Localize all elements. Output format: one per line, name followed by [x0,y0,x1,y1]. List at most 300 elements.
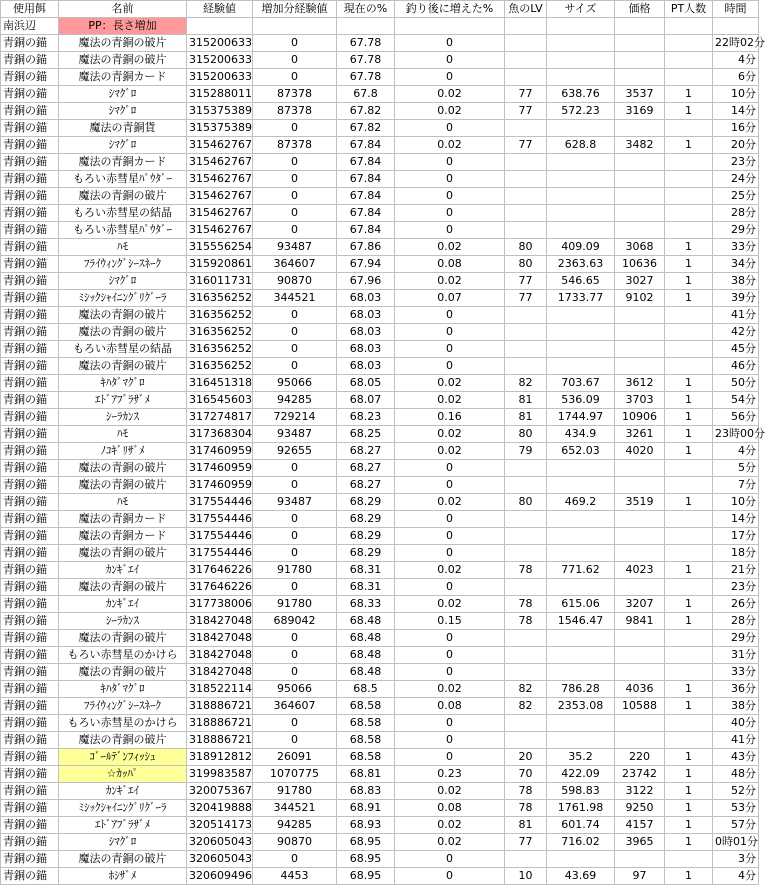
cell-exp[interactable]: 320605043 [187,851,253,868]
cell-current-pct[interactable]: 68.5 [337,681,395,698]
cell-exp-increase[interactable]: 92655 [253,443,337,460]
cell-exp[interactable]: 318912812 [187,749,253,766]
cell-exp[interactable]: 315462767 [187,222,253,239]
cell-fish-level[interactable]: 81 [505,409,547,426]
cell-party-size[interactable]: 1 [665,783,713,800]
cell-party-size[interactable]: 1 [665,375,713,392]
cell-current-pct[interactable]: 68.23 [337,409,395,426]
cell-exp-increase[interactable]: 93487 [253,494,337,511]
cell-current-pct[interactable]: 68.03 [337,290,395,307]
header-cell-party-size[interactable]: PT人数 [665,1,713,18]
cell-current-pct[interactable]: 68.31 [337,579,395,596]
cell-name[interactable]: 魔法の青銅の破片 [59,188,187,205]
cell-current-pct[interactable]: 68.48 [337,613,395,630]
cell-exp[interactable]: 320514173 [187,817,253,834]
header-cell-exp[interactable]: 経験値 [187,1,253,18]
empty-cell[interactable] [615,18,665,35]
cell-name[interactable]: ｷﾊﾀﾞﾏｸﾞﾛ [59,375,187,392]
cell-price[interactable]: 4036 [615,681,665,698]
cell-party-size[interactable] [665,647,713,664]
cell-current-pct[interactable]: 68.03 [337,307,395,324]
cell-pct-gain[interactable]: 0 [395,664,505,681]
cell-rod[interactable]: 青銅の錨 [1,494,59,511]
cell-pct-gain[interactable]: 0.08 [395,800,505,817]
cell-fish-level[interactable]: 81 [505,392,547,409]
cell-fish-level[interactable] [505,579,547,596]
cell-pct-gain[interactable]: 0.02 [395,392,505,409]
cell-exp-increase[interactable]: 95066 [253,681,337,698]
cell-exp[interactable]: 315556254 [187,239,253,256]
cell-party-size[interactable]: 1 [665,137,713,154]
cell-name[interactable]: ｼｰﾗｶﾝｽ [59,613,187,630]
cell-exp-increase[interactable]: 0 [253,69,337,86]
cell-current-pct[interactable]: 67.86 [337,239,395,256]
cell-exp-increase[interactable]: 26091 [253,749,337,766]
cell-rod[interactable]: 青銅の錨 [1,851,59,868]
cell-size[interactable]: 703.67 [547,375,615,392]
cell-rod[interactable]: 青銅の錨 [1,460,59,477]
cell-size[interactable] [547,222,615,239]
cell-pct-gain[interactable]: 0 [395,52,505,69]
cell-name[interactable]: ｼﾏｸﾞﾛ [59,834,187,851]
cell-time[interactable]: 39分 [713,290,759,307]
cell-price[interactable]: 10588 [615,698,665,715]
cell-pct-gain[interactable]: 0 [395,188,505,205]
cell-price[interactable]: 3122 [615,783,665,800]
cell-price[interactable] [615,205,665,222]
cell-exp-increase[interactable]: 0 [253,52,337,69]
cell-time[interactable]: 42分 [713,324,759,341]
cell-price[interactable] [615,664,665,681]
cell-time[interactable]: 4分 [713,868,759,885]
cell-name[interactable]: ﾎｼｻﾞﾒ [59,868,187,885]
cell-price[interactable] [615,528,665,545]
cell-exp[interactable]: 315375389 [187,103,253,120]
cell-fish-level[interactable]: 81 [505,817,547,834]
cell-rod[interactable]: 青銅の錨 [1,698,59,715]
cell-fish-level[interactable]: 77 [505,290,547,307]
cell-rod[interactable]: 青銅の錨 [1,800,59,817]
cell-name[interactable]: 魔法の青銅の破片 [59,851,187,868]
cell-price[interactable]: 3027 [615,273,665,290]
cell-name[interactable]: ｶﾝｷﾞｴｲ [59,783,187,800]
cell-pct-gain[interactable]: 0 [395,715,505,732]
cell-price[interactable]: 3519 [615,494,665,511]
cell-name[interactable]: 魔法の青銅カード [59,69,187,86]
cell-exp-increase[interactable]: 0 [253,664,337,681]
cell-size[interactable] [547,732,615,749]
cell-time[interactable]: 48分 [713,766,759,783]
cell-current-pct[interactable]: 68.05 [337,375,395,392]
cell-fish-level[interactable]: 82 [505,375,547,392]
cell-price[interactable] [615,69,665,86]
cell-size[interactable] [547,307,615,324]
cell-size[interactable]: 2353.08 [547,698,615,715]
cell-name[interactable]: ﾊﾓ [59,494,187,511]
cell-pct-gain[interactable]: 0.08 [395,698,505,715]
cell-size[interactable]: 1546.47 [547,613,615,630]
cell-party-size[interactable] [665,35,713,52]
empty-cell[interactable] [547,18,615,35]
cell-fish-level[interactable] [505,205,547,222]
cell-pct-gain[interactable]: 0.02 [395,562,505,579]
cell-exp[interactable]: 318886721 [187,698,253,715]
cell-size[interactable] [547,545,615,562]
cell-price[interactable]: 10906 [615,409,665,426]
cell-name[interactable]: 魔法の青銅の破片 [59,630,187,647]
cell-time[interactable]: 3分 [713,851,759,868]
cell-current-pct[interactable]: 68.48 [337,647,395,664]
cell-fish-level[interactable]: 80 [505,494,547,511]
cell-size[interactable] [547,528,615,545]
cell-rod[interactable]: 青銅の錨 [1,868,59,885]
header-cell-name[interactable]: 名前 [59,1,187,18]
cell-price[interactable] [615,154,665,171]
cell-size[interactable]: 601.74 [547,817,615,834]
cell-name[interactable]: ｶﾝｷﾞｴｲ [59,596,187,613]
cell-pct-gain[interactable]: 0 [395,460,505,477]
cell-exp-increase[interactable]: 90870 [253,273,337,290]
cell-party-size[interactable]: 1 [665,290,713,307]
cell-exp[interactable]: 317738006 [187,596,253,613]
cell-price[interactable]: 3261 [615,426,665,443]
cell-fish-level[interactable] [505,528,547,545]
cell-party-size[interactable] [665,851,713,868]
cell-pct-gain[interactable]: 0.02 [395,273,505,290]
cell-fish-level[interactable] [505,358,547,375]
cell-exp-increase[interactable]: 0 [253,307,337,324]
cell-rod[interactable]: 青銅の錨 [1,103,59,120]
cell-time[interactable]: 21分 [713,562,759,579]
cell-rod[interactable]: 青銅の錨 [1,120,59,137]
cell-exp[interactable]: 317368304 [187,426,253,443]
cell-party-size[interactable]: 1 [665,766,713,783]
cell-time[interactable]: 38分 [713,698,759,715]
cell-size[interactable]: 786.28 [547,681,615,698]
cell-time[interactable]: 56分 [713,409,759,426]
cell-time[interactable]: 10分 [713,494,759,511]
cell-time[interactable]: 24分 [713,171,759,188]
cell-price[interactable] [615,358,665,375]
cell-fish-level[interactable] [505,647,547,664]
cell-pct-gain[interactable]: 0.02 [395,375,505,392]
cell-fish-level[interactable]: 77 [505,137,547,154]
header-cell-size[interactable]: サイズ [547,1,615,18]
cell-time[interactable]: 29分 [713,222,759,239]
cell-fish-level[interactable]: 70 [505,766,547,783]
cell-rod[interactable]: 青銅の錨 [1,596,59,613]
cell-size[interactable] [547,52,615,69]
cell-size[interactable]: 546.65 [547,273,615,290]
cell-exp[interactable]: 317646226 [187,579,253,596]
cell-exp[interactable]: 317646226 [187,562,253,579]
cell-exp-increase[interactable]: 94285 [253,817,337,834]
cell-price[interactable]: 9102 [615,290,665,307]
cell-party-size[interactable] [665,732,713,749]
cell-fish-level[interactable] [505,715,547,732]
cell-name[interactable]: ﾊﾓ [59,239,187,256]
cell-time[interactable]: 4分 [713,52,759,69]
cell-party-size[interactable]: 1 [665,494,713,511]
cell-rod[interactable]: 青銅の錨 [1,171,59,188]
cell-name[interactable]: 魔法の青銅の破片 [59,35,187,52]
cell-exp-increase[interactable]: 87378 [253,103,337,120]
cell-exp-increase[interactable]: 364607 [253,698,337,715]
cell-rod[interactable]: 青銅の錨 [1,188,59,205]
cell-exp-increase[interactable]: 91780 [253,562,337,579]
cell-time[interactable]: 7分 [713,477,759,494]
cell-time[interactable]: 14分 [713,511,759,528]
cell-size[interactable] [547,460,615,477]
cell-size[interactable] [547,35,615,52]
cell-party-size[interactable] [665,511,713,528]
cell-current-pct[interactable]: 68.33 [337,596,395,613]
cell-exp[interactable]: 317460959 [187,477,253,494]
cell-time[interactable]: 45分 [713,341,759,358]
cell-rod[interactable]: 青銅の錨 [1,613,59,630]
cell-name[interactable]: 魔法の青銅カード [59,154,187,171]
cell-fish-level[interactable]: 78 [505,783,547,800]
cell-party-size[interactable] [665,715,713,732]
cell-pct-gain[interactable]: 0 [395,511,505,528]
cell-time[interactable]: 57分 [713,817,759,834]
cell-pct-gain[interactable]: 0.02 [395,239,505,256]
cell-size[interactable] [547,851,615,868]
cell-exp-increase[interactable]: 344521 [253,800,337,817]
cell-pct-gain[interactable]: 0.08 [395,256,505,273]
cell-party-size[interactable]: 1 [665,749,713,766]
cell-current-pct[interactable]: 68.95 [337,851,395,868]
cell-price[interactable] [615,324,665,341]
cell-pct-gain[interactable]: 0.02 [395,443,505,460]
cell-current-pct[interactable]: 68.29 [337,494,395,511]
cell-size[interactable] [547,477,615,494]
cell-party-size[interactable] [665,69,713,86]
cell-current-pct[interactable]: 68.48 [337,664,395,681]
cell-current-pct[interactable]: 68.27 [337,460,395,477]
cell-time[interactable]: 46分 [713,358,759,375]
cell-time[interactable]: 23時00分 [713,426,759,443]
cell-party-size[interactable]: 1 [665,443,713,460]
cell-size[interactable] [547,715,615,732]
cell-price[interactable]: 9250 [615,800,665,817]
cell-size[interactable]: 2363.63 [547,256,615,273]
cell-rod[interactable]: 青銅の錨 [1,630,59,647]
cell-pct-gain[interactable]: 0.02 [395,783,505,800]
cell-exp[interactable]: 315288011 [187,86,253,103]
cell-size[interactable]: 422.09 [547,766,615,783]
empty-cell[interactable] [187,18,253,35]
cell-rod[interactable]: 青銅の錨 [1,409,59,426]
cell-exp[interactable]: 317554446 [187,528,253,545]
cell-exp-increase[interactable]: 0 [253,630,337,647]
cell-current-pct[interactable]: 68.48 [337,630,395,647]
cell-pct-gain[interactable]: 0.02 [395,834,505,851]
cell-size[interactable] [547,511,615,528]
cell-fish-level[interactable] [505,35,547,52]
cell-exp[interactable]: 315375389 [187,120,253,137]
cell-exp[interactable]: 317554446 [187,545,253,562]
cell-name[interactable]: ﾐｼｯｸｼｬｲﾆﾝｸﾞﾘｸﾞｰﾗ [59,290,187,307]
cell-current-pct[interactable]: 67.8 [337,86,395,103]
cell-fish-level[interactable]: 10 [505,868,547,885]
cell-price[interactable]: 3965 [615,834,665,851]
cell-exp-increase[interactable]: 0 [253,460,337,477]
cell-name[interactable]: 魔法の青銅の破片 [59,545,187,562]
cell-rod[interactable]: 青銅の錨 [1,426,59,443]
cell-exp[interactable]: 316545603 [187,392,253,409]
cell-exp[interactable]: 315462767 [187,154,253,171]
cell-exp[interactable]: 318427048 [187,647,253,664]
cell-exp-increase[interactable]: 0 [253,851,337,868]
cell-current-pct[interactable]: 68.27 [337,477,395,494]
cell-size[interactable] [547,579,615,596]
cell-exp[interactable]: 318886721 [187,715,253,732]
cell-size[interactable]: 536.09 [547,392,615,409]
cell-size[interactable] [547,647,615,664]
cell-time[interactable]: 25分 [713,188,759,205]
cell-price[interactable] [615,545,665,562]
cell-exp-increase[interactable]: 344521 [253,290,337,307]
cell-exp-increase[interactable]: 87378 [253,137,337,154]
cell-size[interactable]: 638.76 [547,86,615,103]
cell-pct-gain[interactable]: 0.23 [395,766,505,783]
cell-party-size[interactable]: 1 [665,698,713,715]
cell-rod[interactable]: 青銅の錨 [1,273,59,290]
cell-name[interactable]: もろい赤彗星の結晶 [59,341,187,358]
cell-size[interactable]: 628.8 [547,137,615,154]
cell-size[interactable] [547,69,615,86]
cell-time[interactable]: 41分 [713,732,759,749]
cell-exp-increase[interactable]: 1070775 [253,766,337,783]
cell-time[interactable]: 4分 [713,443,759,460]
cell-party-size[interactable] [665,545,713,562]
header-cell-time[interactable]: 時間 [713,1,759,18]
cell-time[interactable]: 18分 [713,545,759,562]
cell-rod[interactable]: 青銅の錨 [1,443,59,460]
cell-party-size[interactable]: 1 [665,426,713,443]
cell-rod[interactable]: 青銅の錨 [1,732,59,749]
cell-size[interactable]: 35.2 [547,749,615,766]
cell-size[interactable]: 1744.97 [547,409,615,426]
cell-exp[interactable]: 316356252 [187,307,253,324]
cell-party-size[interactable] [665,630,713,647]
cell-fish-level[interactable] [505,52,547,69]
cell-current-pct[interactable]: 67.84 [337,154,395,171]
cell-pct-gain[interactable]: 0 [395,171,505,188]
cell-party-size[interactable]: 1 [665,681,713,698]
cell-party-size[interactable]: 1 [665,817,713,834]
cell-pct-gain[interactable]: 0.15 [395,613,505,630]
cell-party-size[interactable] [665,664,713,681]
cell-exp[interactable]: 315200633 [187,69,253,86]
cell-pct-gain[interactable]: 0.02 [395,494,505,511]
cell-current-pct[interactable]: 67.84 [337,171,395,188]
cell-rod[interactable]: 青銅の錨 [1,766,59,783]
cell-pct-gain[interactable]: 0 [395,851,505,868]
cell-rod[interactable]: 青銅の錨 [1,647,59,664]
cell-current-pct[interactable]: 68.29 [337,545,395,562]
cell-exp[interactable]: 317274817 [187,409,253,426]
cell-rod[interactable]: 青銅の錨 [1,477,59,494]
cell-size[interactable]: 469.2 [547,494,615,511]
cell-time[interactable]: 22時02分 [713,35,759,52]
cell-current-pct[interactable]: 67.94 [337,256,395,273]
cell-pct-gain[interactable]: 0.02 [395,137,505,154]
cell-size[interactable] [547,188,615,205]
cell-current-pct[interactable]: 67.82 [337,120,395,137]
cell-exp-increase[interactable]: 364607 [253,256,337,273]
cell-current-pct[interactable]: 68.81 [337,766,395,783]
cell-pct-gain[interactable]: 0 [395,732,505,749]
cell-exp-increase[interactable]: 91780 [253,596,337,613]
cell-party-size[interactable] [665,358,713,375]
cell-price[interactable]: 220 [615,749,665,766]
cell-time[interactable]: 16分 [713,120,759,137]
cell-name[interactable]: もろい赤彗星のかけら [59,647,187,664]
cell-exp-increase[interactable]: 90870 [253,834,337,851]
cell-rod[interactable]: 青銅の錨 [1,137,59,154]
cell-fish-level[interactable] [505,460,547,477]
cell-price[interactable]: 3703 [615,392,665,409]
cell-fish-level[interactable] [505,222,547,239]
cell-name[interactable]: ｴﾄﾞｱﾌﾞﾗｻﾞﾒ [59,817,187,834]
cell-pct-gain[interactable]: 0.02 [395,681,505,698]
header-cell-current-pct[interactable]: 現在の% [337,1,395,18]
cell-current-pct[interactable]: 68.58 [337,749,395,766]
cell-fish-level[interactable]: 80 [505,426,547,443]
cell-price[interactable]: 3482 [615,137,665,154]
cell-fish-level[interactable] [505,307,547,324]
cell-current-pct[interactable]: 67.84 [337,222,395,239]
cell-current-pct[interactable]: 67.78 [337,52,395,69]
cell-fish-level[interactable]: 78 [505,562,547,579]
cell-price[interactable] [615,171,665,188]
cell-exp[interactable]: 315200633 [187,52,253,69]
cell-price[interactable]: 9841 [615,613,665,630]
cell-time[interactable]: 28分 [713,613,759,630]
cell-rod[interactable]: 青銅の錨 [1,511,59,528]
cell-rod[interactable]: 青銅の錨 [1,290,59,307]
header-cell-rod[interactable]: 使用餌 [1,1,59,18]
cell-size[interactable] [547,171,615,188]
cell-exp-increase[interactable]: 0 [253,324,337,341]
cell-rod[interactable]: 青銅の錨 [1,392,59,409]
cell-exp-increase[interactable]: 87378 [253,86,337,103]
cell-time[interactable]: 23分 [713,154,759,171]
cell-fish-level[interactable]: 77 [505,834,547,851]
cell-time[interactable]: 20分 [713,137,759,154]
cell-exp-increase[interactable]: 4453 [253,868,337,885]
cell-fish-level[interactable]: 77 [505,273,547,290]
cell-party-size[interactable] [665,188,713,205]
cell-price[interactable] [615,477,665,494]
cell-pct-gain[interactable]: 0 [395,120,505,137]
cell-price[interactable]: 3612 [615,375,665,392]
cell-rod[interactable]: 青銅の錨 [1,341,59,358]
cell-exp-increase[interactable]: 0 [253,732,337,749]
cell-size[interactable] [547,154,615,171]
cell-pct-gain[interactable]: 0 [395,647,505,664]
cell-time[interactable]: 38分 [713,273,759,290]
cell-exp[interactable]: 315200633 [187,35,253,52]
cell-party-size[interactable]: 1 [665,392,713,409]
empty-cell[interactable] [665,18,713,35]
cell-rod[interactable]: 青銅の錨 [1,375,59,392]
cell-exp[interactable]: 316356252 [187,324,253,341]
cell-fish-level[interactable]: 78 [505,613,547,630]
cell-name[interactable]: もろい赤彗星ﾊﾟｳﾀﾞｰ [59,222,187,239]
